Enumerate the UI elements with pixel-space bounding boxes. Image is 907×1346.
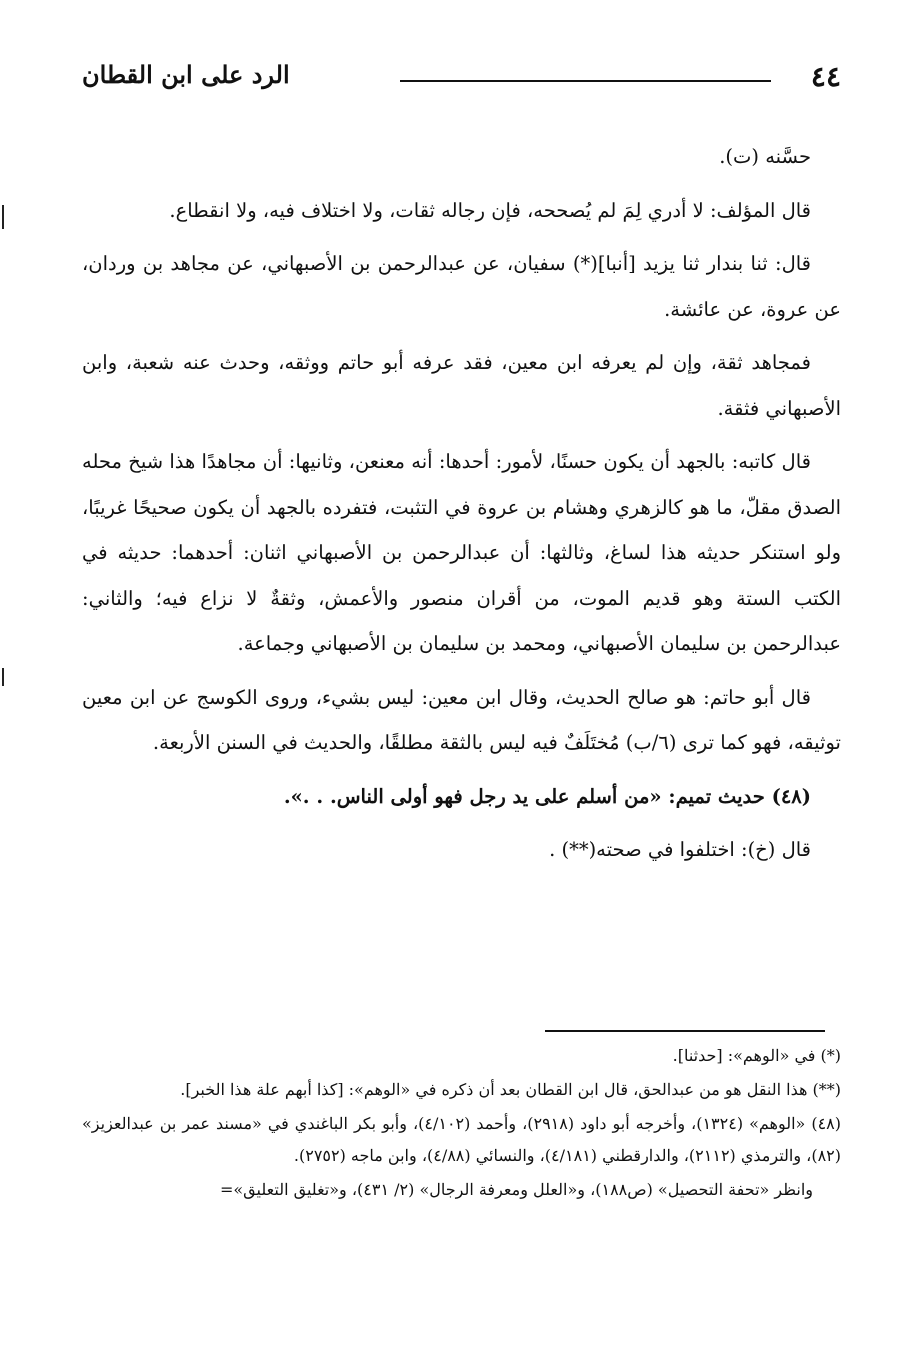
paragraph: قال: ثنا بندار ثنا يزيد [أنبا](*) سفيان، عن عبدالرحمن بن الأصبهاني، عن مجاهد بن وردان، عن عروة، عن عائشة. <box>82 252 841 321</box>
footnote: (٤٨) «الوهم» (١٣٢٤)، وأخرجه أبو داود (٢٩١٨)، وأحمد (٤/١٠٢)، وأبو بكر الباغندي في «مسند عمر بن عبدالعزيز» (٨٢)، والترمذي (٢١١٢)، والدارقطني (٤/١٨١)، والنسائي (٤/٨٨)، وابن ماجه (٢٧٥٢). <box>82 1114 841 1165</box>
running-title: الرد على ابن القطان <box>82 60 290 89</box>
paragraph: قال أبو حاتم: هو صالح الحديث، وقال ابن معين: ليس بشيء، وروى الكوسج عن ابن معين توثيقه، فهو كما ترى (٦/ب) مُختَلَفٌ فيه ليس بالثقة مطلقًا، والحديث في السنن الأربعة. <box>82 685 841 754</box>
footnotes <box>82 1040 841 1208</box>
footnote-separator <box>545 1030 825 1032</box>
footnote: وانظر «تحفة التحصيل» (ص١٨٨)، و«العلل ومعرفة الرجال» (٢/ ٤٣١)، و«تغليق التعليق»= <box>219 1180 813 1199</box>
scan-edge-mark <box>2 668 4 686</box>
hadith-note: قال (خ): اختلفوا في صحته(**) . <box>549 838 811 861</box>
scan-edge-mark <box>2 205 4 229</box>
paragraph: حسَّنه (ت). <box>719 145 811 168</box>
page-number: ٤٤ <box>810 60 841 93</box>
page-header <box>82 60 841 100</box>
paragraph: فمجاهد ثقة، وإن لم يعرفه ابن معين، فقد عرفه أبو حاتم ووثقه، وحدث عنه شعبة، وابن الأصبهاني فثقة. <box>82 351 841 420</box>
footnote: (*) في «الوهم»: [حدثنا]. <box>672 1046 841 1065</box>
hadith-heading: (٤٨) حديث تميم: «من أسلم على يد رجل فهو أولى الناس. . .». <box>283 784 811 808</box>
footnote: (**) هذا النقل هو من عبدالحق، قال ابن القطان بعد أن ذكره في «الوهم»: [كذا أبهم علة هذا الخبر]. <box>180 1080 841 1099</box>
paragraph: قال كاتبه: بالجهد أن يكون حسنًا، لأمور: أحدها: أنه معنعن، وثانيها: أن مجاهدًا هذا شيخ محله الصدق مقلّ، ما هو كالزهري وهشام بن عروة في التثبت، فتفرده بالجهد أن يكون صحيحًا غريبًا، ولو استنكر حديثه هذا لساغ، وثالثها: أن عبدالرحمن بن الأصبهاني اثنان: أحدهما: حديثه في الكتب الستة وهو قديم الموت، من أقران منصور والأعمش، وثقةٌ لا نزاع فيه؛ والثاني: عبدالرحمن بن سليمان الأصبهاني، ومحمد بن سليمان بن الأصبهاني وجماعة. <box>82 450 841 655</box>
main-text <box>82 134 841 881</box>
paragraph: قال المؤلف: لا أدري لِمَ لم يُصححه، فإن رجاله ثقات، ولا اختلاف فيه، ولا انقطاع. <box>169 198 811 222</box>
header-rule <box>400 80 771 82</box>
